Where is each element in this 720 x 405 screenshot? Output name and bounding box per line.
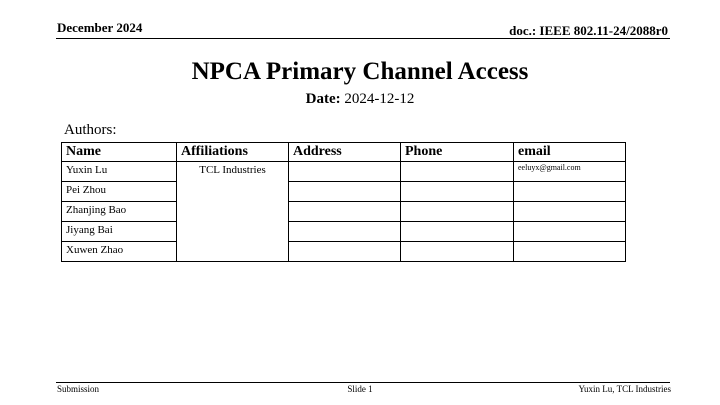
header-divider [56, 38, 670, 39]
footer-author: Yuxin Lu, TCL Industries [578, 384, 671, 394]
author-phone [401, 222, 514, 242]
author-phone [401, 242, 514, 262]
author-email [514, 222, 626, 242]
footer-divider [56, 382, 670, 383]
table-row [62, 202, 626, 222]
footer-slide-number: Slide 1 [347, 384, 373, 394]
author-name: Zhanjing Bao [62, 202, 177, 222]
col-header-address: Address [289, 143, 401, 162]
col-header-affiliations: Affiliations [177, 143, 289, 162]
table-row [62, 242, 626, 262]
author-affiliation: TCL Industries [177, 162, 289, 262]
author-name: Xuwen Zhao [62, 242, 177, 262]
header-date: December 2024 [57, 20, 143, 35]
author-address [289, 222, 401, 242]
author-name: Yuxin Lu [62, 162, 177, 182]
table-row [62, 182, 626, 202]
col-header-phone: Phone [401, 143, 514, 162]
author-email [514, 182, 626, 202]
author-address [289, 202, 401, 222]
col-header-name: Name [62, 143, 177, 162]
author-email [514, 242, 626, 262]
table-row [62, 162, 626, 182]
authors-table [61, 142, 626, 262]
table-row [62, 222, 626, 242]
table-header-row [62, 143, 626, 162]
author-phone [401, 162, 514, 182]
author-name: Jiyang Bai [62, 222, 177, 242]
slide-title: NPCA Primary Channel Access [191, 58, 529, 85]
header-doc-id: doc.: IEEE 802.11-24/2088r0 [509, 23, 668, 38]
authors-label: Authors: [64, 122, 117, 138]
author-email [514, 202, 626, 222]
footer-submission: Submission [57, 384, 100, 394]
author-phone [401, 182, 514, 202]
author-email: eeluyx@gmail.com [514, 162, 626, 182]
author-address [289, 242, 401, 262]
author-address [289, 182, 401, 202]
author-name: Pei Zhou [62, 182, 177, 202]
date-label: Date: [305, 91, 341, 107]
col-header-email: email [514, 143, 626, 162]
date-line [0, 91, 720, 108]
author-address [289, 162, 401, 182]
date-value: 2024-12-12 [344, 91, 415, 107]
author-phone [401, 202, 514, 222]
